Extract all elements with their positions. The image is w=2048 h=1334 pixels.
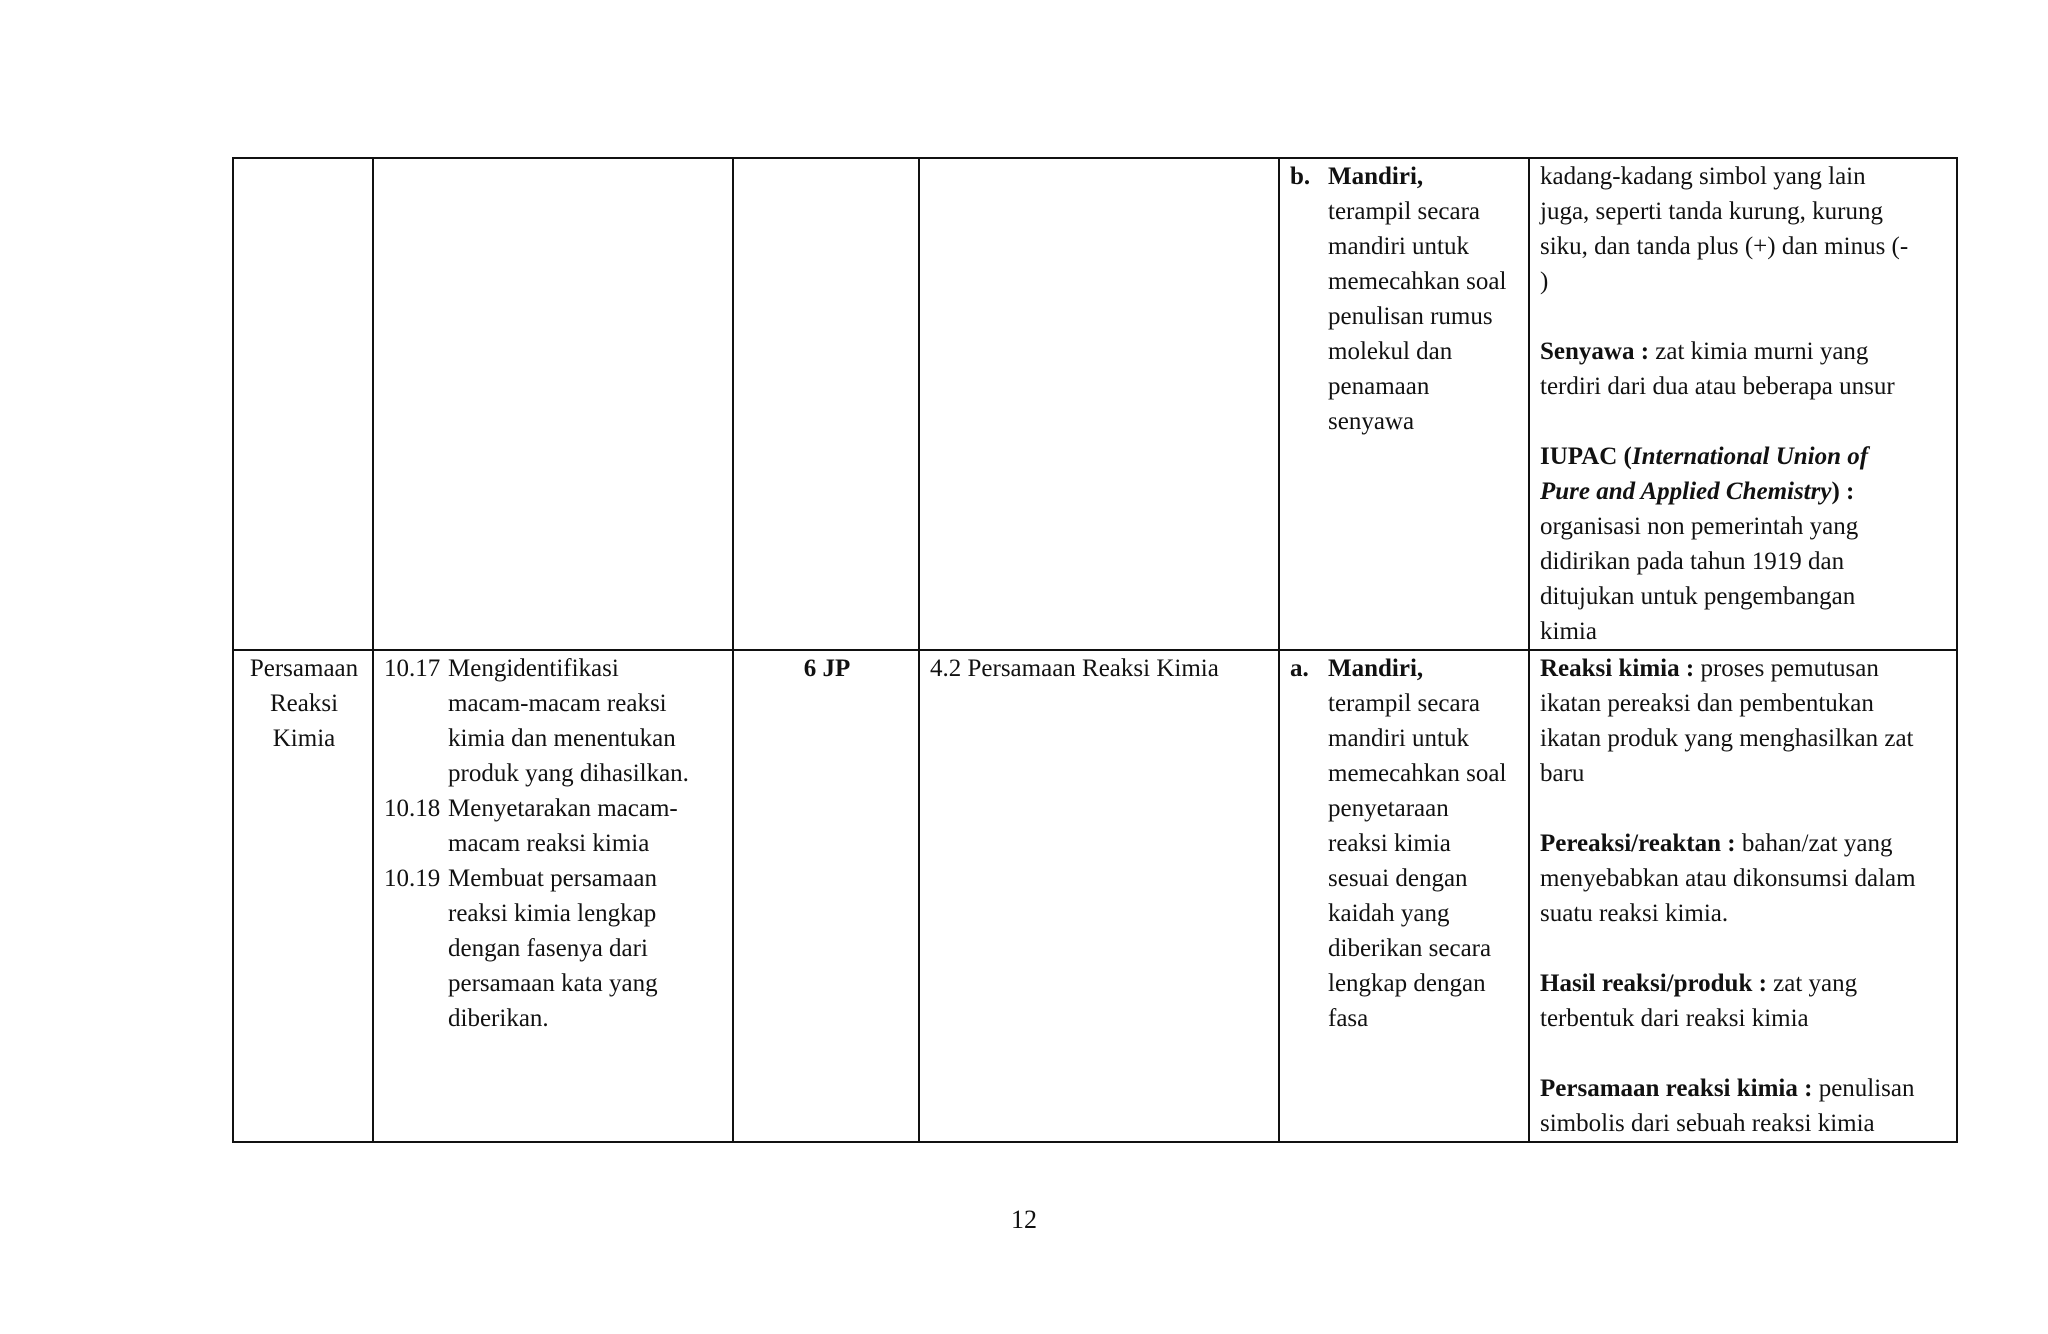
glossary-line: ) xyxy=(1540,268,1549,295)
syllabus-table xyxy=(232,157,1958,1143)
objective-line: diberikan. xyxy=(448,1005,549,1032)
assessment-letter: a. xyxy=(1290,655,1309,682)
material-cell: 4.2 Persamaan Reaksi Kimia xyxy=(919,650,1279,1142)
topic-cell xyxy=(233,650,373,1142)
objective-line: produk yang dihasilkan. xyxy=(448,760,689,787)
assessment-line: penyetaraan xyxy=(1328,795,1449,822)
assessment-line: penulisan rumus xyxy=(1328,303,1493,330)
material-cell-empty xyxy=(919,158,1279,650)
assessment-line: reaksi kimia xyxy=(1328,830,1451,857)
glossary-term: Senyawa : xyxy=(1540,338,1650,365)
glossary-term-italic: International Union of xyxy=(1631,443,1869,470)
glossary-definition: ditujukan untuk pengembangan xyxy=(1540,583,1856,610)
glossary-term: Reaksi kimia : xyxy=(1540,655,1695,682)
assessment-line: sesuai dengan xyxy=(1328,865,1468,892)
glossary-entry-senyawa xyxy=(1540,334,1948,404)
objective-line: reaksi kimia lengkap xyxy=(448,900,657,927)
assessment-line: mandiri untuk xyxy=(1328,233,1469,260)
objectives-cell xyxy=(373,650,733,1142)
glossary-entry xyxy=(1540,826,1948,931)
objectives-cell-empty xyxy=(373,158,733,650)
topic-line: Kimia xyxy=(272,725,336,752)
assessment-letter: b. xyxy=(1290,163,1311,190)
assessment-line: memecahkan soal xyxy=(1328,268,1507,295)
topic-cell-empty xyxy=(233,158,373,650)
time-allocation-cell: 6 JP xyxy=(733,650,919,1142)
objective-line: dengan fasenya dari xyxy=(448,935,648,962)
glossary-line: juga, seperti tanda kurung, kurung xyxy=(1540,198,1883,225)
glossary-definition: terbentuk dari reaksi kimia xyxy=(1540,1005,1809,1032)
objective-line: persamaan kata yang xyxy=(448,970,658,997)
assessment-cell xyxy=(1279,158,1529,650)
glossary-term: IUPAC ( xyxy=(1540,443,1632,470)
assessment-line: senyawa xyxy=(1328,408,1415,435)
assessment-title: Mandiri, xyxy=(1328,163,1424,190)
glossary-term-italic: Pure and Applied Chemistry xyxy=(1540,478,1832,505)
assessment-item-a xyxy=(1290,651,1520,1036)
glossary-definition: suatu reaksi kimia. xyxy=(1540,900,1729,927)
glossary-entry xyxy=(1540,1071,1948,1141)
assessment-line: fasa xyxy=(1328,1005,1369,1032)
objective-line: Menyetarakan macam- xyxy=(448,795,678,822)
assessment-line: penamaan xyxy=(1328,373,1430,400)
glossary-definition: ikatan pereaksi dan pembentukan xyxy=(1540,690,1874,717)
glossary-definition: penulisan xyxy=(1812,1075,1915,1102)
glossary-cell xyxy=(1529,158,1957,650)
glossary-definition: bahan/zat yang xyxy=(1735,830,1893,857)
assessment-line: molekul dan xyxy=(1328,338,1453,365)
objective-item xyxy=(384,791,724,861)
glossary-continuation xyxy=(1540,159,1948,299)
glossary-definition: zat yang xyxy=(1766,970,1858,997)
objective-line: macam-macam reaksi xyxy=(448,690,667,717)
glossary-definition: zat kimia murni yang xyxy=(1649,338,1869,365)
glossary-definition: ikatan produk yang menghasilkan zat xyxy=(1540,725,1914,752)
time-cell-empty xyxy=(733,158,919,650)
glossary-term-close: ) : xyxy=(1831,478,1855,505)
table-row xyxy=(233,650,1957,1142)
assessment-title: Mandiri, xyxy=(1328,655,1424,682)
glossary-entry xyxy=(1540,966,1948,1036)
assessment-line: terampil secara xyxy=(1328,198,1480,225)
glossary-definition: menyebabkan atau dikonsumsi dalam xyxy=(1540,865,1916,892)
glossary-term: Persamaan reaksi kimia : xyxy=(1540,1075,1813,1102)
table-row xyxy=(233,158,1957,650)
glossary-cell xyxy=(1529,650,1957,1142)
glossary-line: siku, dan tanda plus (+) dan minus (- xyxy=(1540,233,1909,260)
glossary-entry xyxy=(1540,651,1948,791)
glossary-definition: simbolis dari sebuah reaksi kimia xyxy=(1540,1110,1875,1137)
assessment-line: kaidah yang xyxy=(1328,900,1450,927)
objective-line: kimia dan menentukan xyxy=(448,725,676,752)
assessment-line: terampil secara xyxy=(1328,690,1480,717)
page-number: 12 xyxy=(1011,1205,1037,1234)
assessment-line: diberikan secara xyxy=(1328,935,1492,962)
glossary-term: Pereaksi/reaktan : xyxy=(1540,830,1736,857)
topic-line: Persamaan xyxy=(249,655,359,682)
glossary-term: Hasil reaksi/produk : xyxy=(1540,970,1767,997)
objective-line: macam reaksi kimia xyxy=(448,830,650,857)
objective-line: Membuat persamaan xyxy=(448,865,657,892)
glossary-definition: kimia xyxy=(1540,618,1597,645)
glossary-entry-iupac xyxy=(1540,439,1948,649)
assessment-cell xyxy=(1279,650,1529,1142)
glossary-definition: didirikan pada tahun 1919 dan xyxy=(1540,548,1845,575)
glossary-line: kadang-kadang simbol yang lain xyxy=(1540,163,1866,190)
objective-item xyxy=(384,861,724,1036)
assessment-line: lengkap dengan xyxy=(1328,970,1486,997)
objective-number: 10.19 xyxy=(384,865,441,892)
objective-number: 10.17 xyxy=(384,655,441,682)
topic-line: Reaksi xyxy=(269,690,339,717)
objective-line: Mengidentifikasi xyxy=(448,655,619,682)
objective-number: 10.18 xyxy=(384,795,441,822)
objective-item xyxy=(384,651,724,791)
glossary-definition: terdiri dari dua atau beberapa unsur xyxy=(1540,373,1895,400)
assessment-line: memecahkan soal xyxy=(1328,760,1507,787)
glossary-definition: baru xyxy=(1540,760,1585,787)
assessment-line: mandiri untuk xyxy=(1328,725,1469,752)
assessment-item-b xyxy=(1290,159,1520,439)
glossary-definition: proses pemutusan xyxy=(1694,655,1879,682)
glossary-definition: organisasi non pemerintah yang xyxy=(1540,513,1859,540)
